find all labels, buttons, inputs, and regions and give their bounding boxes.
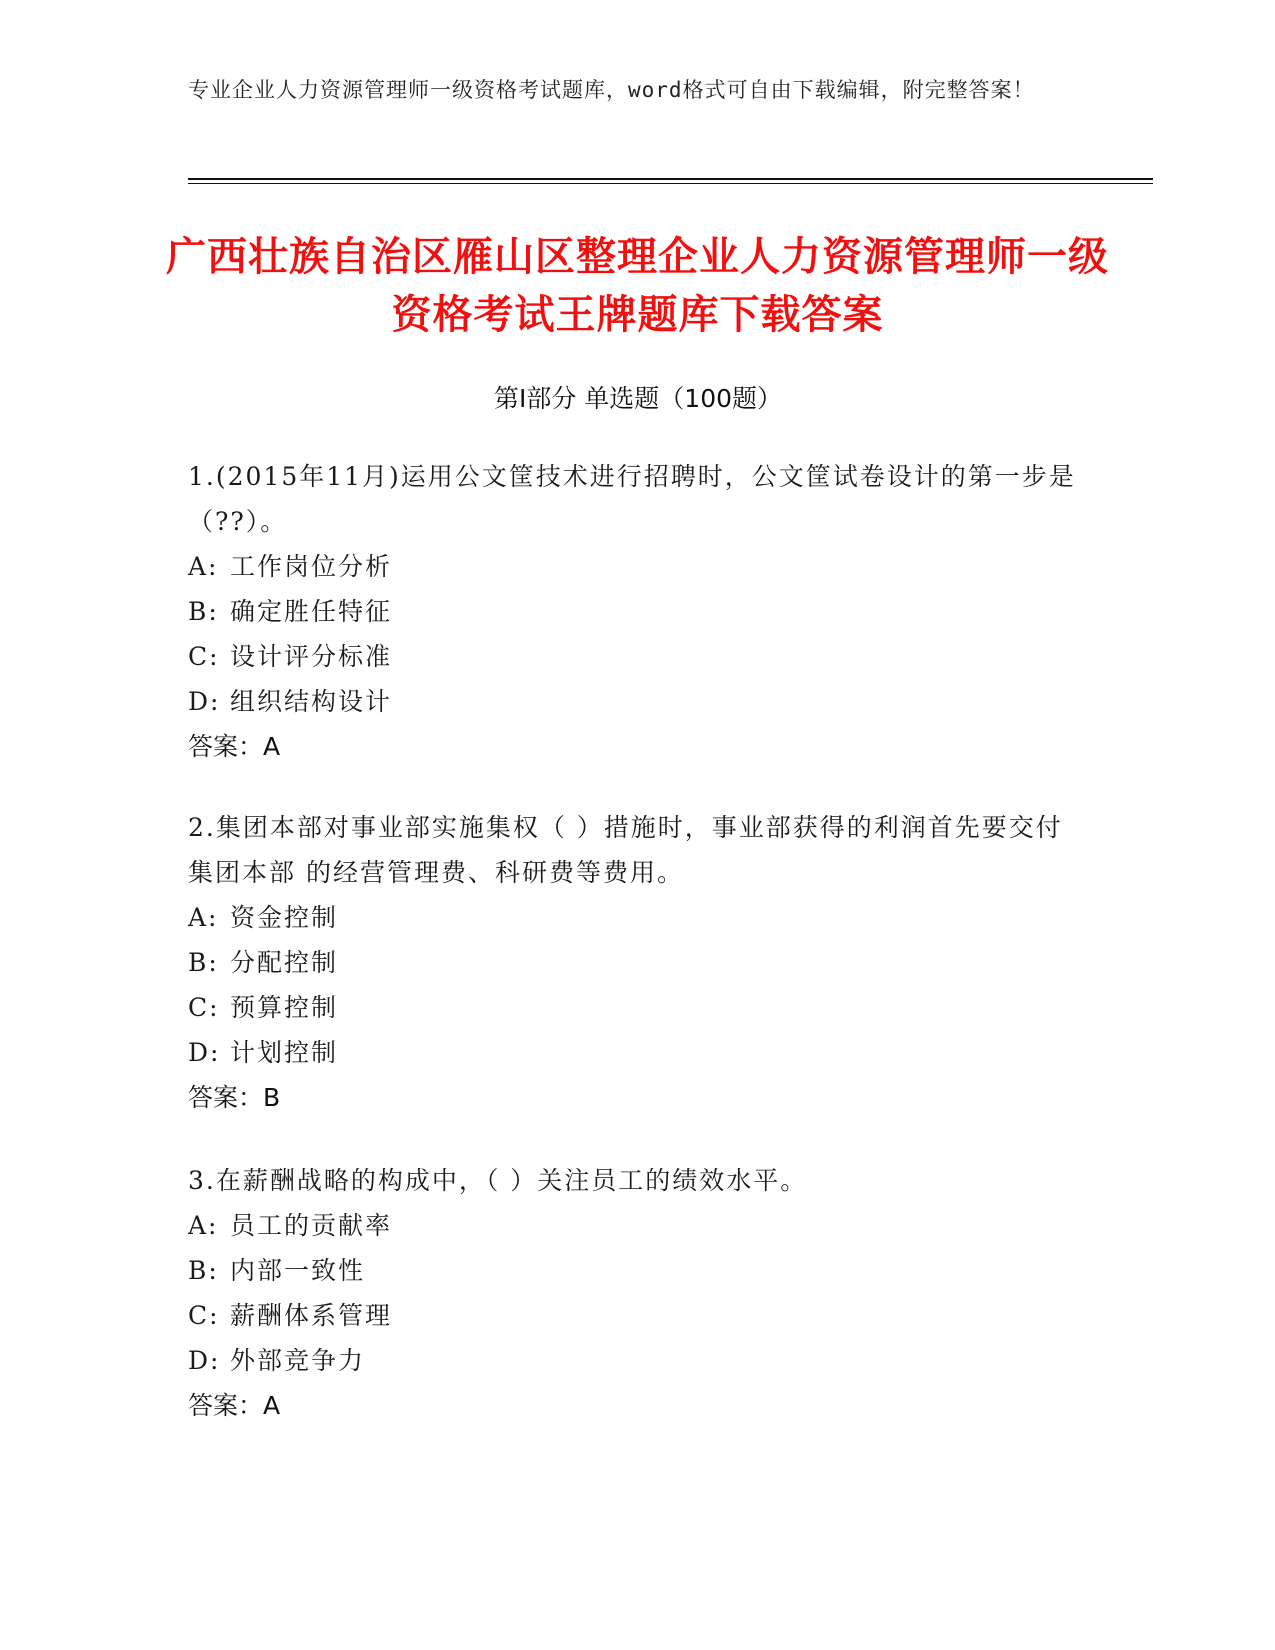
option-a — [188, 544, 1088, 589]
option-text: 员工的贡献率 — [230, 1211, 393, 1240]
question-stem: 3.在薪酬战略的构成中，（ ）关注员工的绩效水平。 — [188, 1166, 808, 1195]
option-d — [188, 679, 1088, 724]
option-text: 工作岗位分析 — [230, 552, 393, 581]
header-divider-thick — [188, 178, 1153, 180]
option-letter: A: — [188, 552, 219, 581]
question-3 — [188, 1158, 1088, 1428]
question-stem: 2.集团本部对事业部实施集权（ ）措施时，事业部获得的利润首先要交付集团本部 的经营管理费、科研费等费用。 — [188, 813, 1063, 887]
option-letter: A: — [188, 1211, 219, 1240]
option-a — [188, 1203, 1088, 1248]
header-note: 专业企业人力资源管理师一级资格考试题库，word格式可自由下载编辑，附完整答案！ — [188, 78, 1035, 102]
option-text: 内部一致性 — [230, 1256, 366, 1285]
option-text: 外部竞争力 — [230, 1346, 366, 1375]
option-letter: B: — [188, 948, 219, 977]
option-b — [188, 1248, 1088, 1293]
option-b — [188, 940, 1088, 985]
option-c — [188, 634, 1088, 679]
option-letter: D: — [188, 1038, 221, 1067]
option-text: 设计评分标准 — [230, 642, 393, 671]
option-d — [188, 1338, 1088, 1383]
option-b — [188, 589, 1088, 634]
option-a — [188, 895, 1088, 940]
option-letter: A: — [188, 903, 219, 932]
option-text: 分配控制 — [230, 948, 339, 977]
option-text: 计划控制 — [230, 1038, 339, 1067]
question-stem: 1.(2015年11月)运用公文筐技术进行招聘时，公文筐试卷设计的第一步是（??）。 — [188, 462, 1076, 536]
option-text: 薪酬体系管理 — [230, 1301, 393, 1330]
answer-line: 答案：A — [188, 1391, 281, 1420]
option-letter: C: — [188, 1301, 220, 1330]
header-divider-thin — [188, 183, 1153, 184]
option-d — [188, 1030, 1088, 1075]
question-2 — [188, 805, 1088, 1120]
option-letter: D: — [188, 1346, 221, 1375]
option-letter: B: — [188, 1256, 219, 1285]
option-c — [188, 985, 1088, 1030]
answer-line: 答案：A — [188, 732, 281, 761]
option-text: 确定胜任特征 — [230, 597, 393, 626]
option-letter: C: — [188, 642, 220, 671]
option-letter: C: — [188, 993, 220, 1022]
document-title: 广西壮族自治区雁山区整理企业人力资源管理师一级资格考试王牌题库下载答案 — [166, 234, 1109, 338]
option-letter: B: — [188, 597, 219, 626]
answer-line: 答案：B — [188, 1083, 281, 1112]
option-c — [188, 1293, 1088, 1338]
option-letter: D: — [188, 687, 221, 716]
option-text: 组织结构设计 — [230, 687, 393, 716]
question-1 — [188, 454, 1088, 769]
option-text: 资金控制 — [230, 903, 339, 932]
option-text: 预算控制 — [230, 993, 339, 1022]
section-heading: 第Ⅰ部分 单选题（100题） — [493, 384, 783, 413]
